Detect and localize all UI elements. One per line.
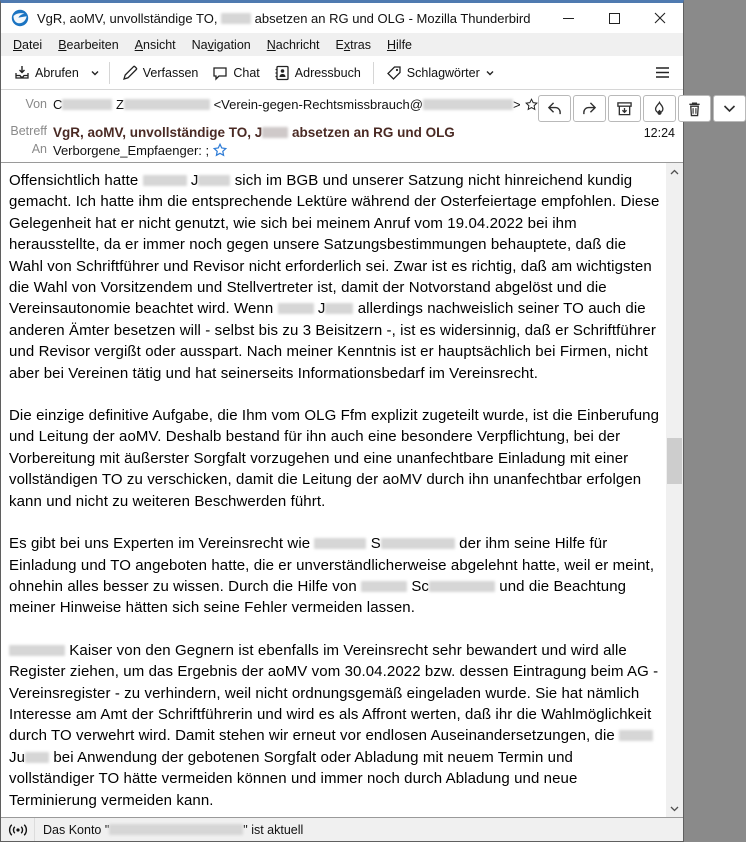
subject-row xyxy=(1,122,675,140)
redacted-text xyxy=(619,730,653,741)
redacted-text xyxy=(124,99,210,110)
archive-icon xyxy=(616,101,633,117)
broadcast-status-icon[interactable] xyxy=(1,818,35,841)
more-actions-button[interactable] xyxy=(713,95,746,122)
menu-bar xyxy=(1,33,683,56)
get-mail-icon xyxy=(14,65,30,81)
message-body xyxy=(1,163,666,817)
message-body-area xyxy=(1,163,683,817)
get-mail-label: Abrufen xyxy=(35,65,79,80)
maximize-button[interactable] xyxy=(591,3,637,33)
redacted-text xyxy=(262,127,288,138)
reply-icon xyxy=(546,101,563,116)
body-paragraph: Kaiser von den Gegnern ist ebenfalls im Vereinsrecht sehr bewandert und wird alle Register ziehen, um das Ergebnis der aoMV vom 30.04.2022 bzw. dessen Eintragung beim AG - Vereinsregister - zu verhindern, weil nicht ordnungsgemäß eingeladen wurde. Sie hat nämlich Interesse am Amt der Schriftführerin und wird es als Affront werten, daß ihr die Wahlmöglichkeit durch TO verwehrt wird. Damit stehen wir erneut vor endlosen Auseinandersetzungen, die Ju bei Anwendung der gebotenen Sorgfalt oder Abladung mit neuem Termin und vollständiger TO hätte vermeiden können und immer noch durch Abladung und neue Terminierung vermeiden kann. xyxy=(9,641,659,809)
menu-item-datei[interactable]: Datei xyxy=(13,37,43,52)
scrollbar-thumb[interactable] xyxy=(667,438,682,484)
forward-button[interactable] xyxy=(573,95,606,122)
redacted-text xyxy=(314,538,366,549)
redacted-text xyxy=(429,581,495,592)
minimize-icon xyxy=(563,13,574,24)
app-menu-button[interactable] xyxy=(648,61,677,84)
menu-item-ansicht[interactable]: Ansicht xyxy=(134,37,176,52)
address-book-icon xyxy=(274,65,290,81)
maximize-icon xyxy=(609,13,620,24)
write-button[interactable] xyxy=(115,60,206,86)
from-label: Von xyxy=(25,97,47,111)
message-time: 12:24 xyxy=(643,126,675,140)
body-paragraph: Die einzige definitive Aufgabe, die Ihm vom OLG Ffm explizit zugeteilt wurde, ist die Einberufung und Leitung der aoMV. Deshalb bestand für ihn auch eine besondere Verpflichtung, bei der Vorbereitung mit äußerster Sorgfalt vorzugehen und eine unanfechtbare Einladung mit einer vollständigen TO zu verschicken, damit die Leitung der aoMV durch ihn unanfechtbar erfolgen kann und nicht zu weiteren Beschwerden führt. xyxy=(9,407,660,510)
forward-icon xyxy=(581,101,598,116)
toolbar-separator xyxy=(373,62,374,84)
chat-label: Chat xyxy=(233,65,260,80)
junk-button[interactable] xyxy=(643,95,676,122)
to-row xyxy=(1,140,675,158)
menu-item-nachricht[interactable]: Nachricht xyxy=(266,37,320,52)
redacted-text xyxy=(198,175,230,186)
chevron-down-icon xyxy=(723,104,736,113)
get-mail-button[interactable] xyxy=(7,60,86,86)
menu-item-extras[interactable]: Extras xyxy=(335,37,371,52)
body-paragraph: Offensichtlich hatte J sich im BGB und unserer Satzung nicht hinreichend kundig gemacht. Ich hatte ihm die entsprechende Lektüre während der Osterfeiertage empfohlen. Diese Gelegenheit hat er nicht genutzt, wie sich bei meinem Anruf vom 19.04.2022 bei ihm herausstellte, da er immer noch gegen unsere Satzungsbestimmungen behauptete, daß die Wahl von Schriftführer und Revisor nicht erforderlich sei. Zwar ist es richtig, daß am wichtigsten die Wahl von Vorsitzendem und Stellvertreter ist, damit der Notvorstand abgelöst und die Vereinsautonomie beachtet wird. Wenn J allerdings nachweislich seiner TO auch die anderen Ämter besetzen will - selbst bis zu 3 Beisitzern -, ist es widersinnig, daß er Schriftführer und Revisor vergißt oder ausspart. Nach meiner Kenntnis ist er hauptsächlich bei Firmen, nicht aber bei Vereinen tätig und hat seinerseits Informationsbedarf im Vereinsrecht. xyxy=(9,172,660,382)
chevron-down-icon xyxy=(90,68,100,78)
status-bar xyxy=(1,817,683,841)
broadcast-icon xyxy=(8,823,28,837)
vertical-scrollbar[interactable] xyxy=(666,163,683,817)
minimize-button[interactable] xyxy=(545,3,591,33)
menu-item-hilfe[interactable]: Hilfe xyxy=(386,37,412,52)
write-label: Verfassen xyxy=(142,65,199,80)
pencil-icon xyxy=(122,65,138,81)
tag-icon xyxy=(386,65,402,81)
message-header xyxy=(1,90,683,163)
scroll-down-button[interactable] xyxy=(666,800,683,817)
window-title: VgR, aoMV, unvollständige TO, absetzen an RG und OLG - Mozilla Thunderbird xyxy=(37,10,531,26)
redacted-text xyxy=(62,99,112,110)
menu-item-navigation[interactable]: Navigation xyxy=(191,37,251,52)
scroll-up-button[interactable] xyxy=(666,163,683,180)
get-mail-dropdown[interactable] xyxy=(86,63,104,83)
address-book-button[interactable] xyxy=(267,60,368,86)
redacted-text xyxy=(25,752,49,763)
hamburger-menu-icon xyxy=(655,66,670,79)
from-value: C Z <Verein-gegen-Rechtsmissbrauch@ > xyxy=(53,95,538,112)
redacted-text xyxy=(381,538,455,549)
trash-icon xyxy=(687,101,702,117)
redacted-text xyxy=(325,303,353,314)
to-value: Verborgene_Empfaenger: ; xyxy=(53,140,227,158)
address-book-label: Adressbuch xyxy=(294,65,361,80)
menu-item-bearbeiten[interactable]: Bearbeiten xyxy=(58,37,119,52)
reply-button[interactable] xyxy=(538,95,571,122)
redacted-text xyxy=(278,303,314,314)
to-label: An xyxy=(31,142,47,156)
message-actions xyxy=(538,95,746,122)
junk-flame-icon xyxy=(652,101,667,117)
redacted-text xyxy=(221,13,251,24)
tags-label: Schlagwörter xyxy=(406,65,480,80)
tags-button[interactable] xyxy=(379,60,502,86)
title-bar xyxy=(1,3,683,33)
subject-label: Betreff xyxy=(10,124,47,138)
redacted-text xyxy=(109,824,243,835)
from-row xyxy=(1,95,675,122)
thunderbird-logo-icon xyxy=(11,9,29,27)
window-controls xyxy=(545,3,683,33)
star-recipient-icon[interactable] xyxy=(213,143,227,157)
redacted-text xyxy=(9,645,65,656)
status-message: Das Konto " " ist aktuell xyxy=(43,822,304,837)
chat-button[interactable] xyxy=(205,60,266,86)
toolbar-separator xyxy=(109,62,110,84)
subject-value: VgR, aoMV, unvollständige TO, J absetzen an RG und OLG xyxy=(53,125,455,140)
chevron-up-icon xyxy=(670,169,679,175)
delete-button[interactable] xyxy=(678,95,711,122)
chevron-down-icon xyxy=(485,68,495,78)
archive-button[interactable] xyxy=(608,95,641,122)
close-icon xyxy=(654,12,666,24)
close-button[interactable] xyxy=(637,3,683,33)
chevron-down-icon xyxy=(670,806,679,812)
chat-bubble-icon xyxy=(212,65,228,81)
redacted-text xyxy=(423,99,513,110)
redacted-text xyxy=(143,175,187,186)
body-paragraph: Es gibt bei uns Experten im Vereinsrecht wie S der ihm seine Hilfe für Einladung und TO angeboten hatte, die er unverständlicherweise abgelehnt hatte, weil er meint, ohnehin alles besser zu wissen. Durch die Hilfe von Sc und die Beachtung meiner Hinweise hätten sich seine Fehler vermeiden lassen. xyxy=(9,535,655,617)
star-sender-icon[interactable] xyxy=(525,98,538,111)
redacted-text xyxy=(361,581,407,592)
main-toolbar xyxy=(1,56,683,90)
